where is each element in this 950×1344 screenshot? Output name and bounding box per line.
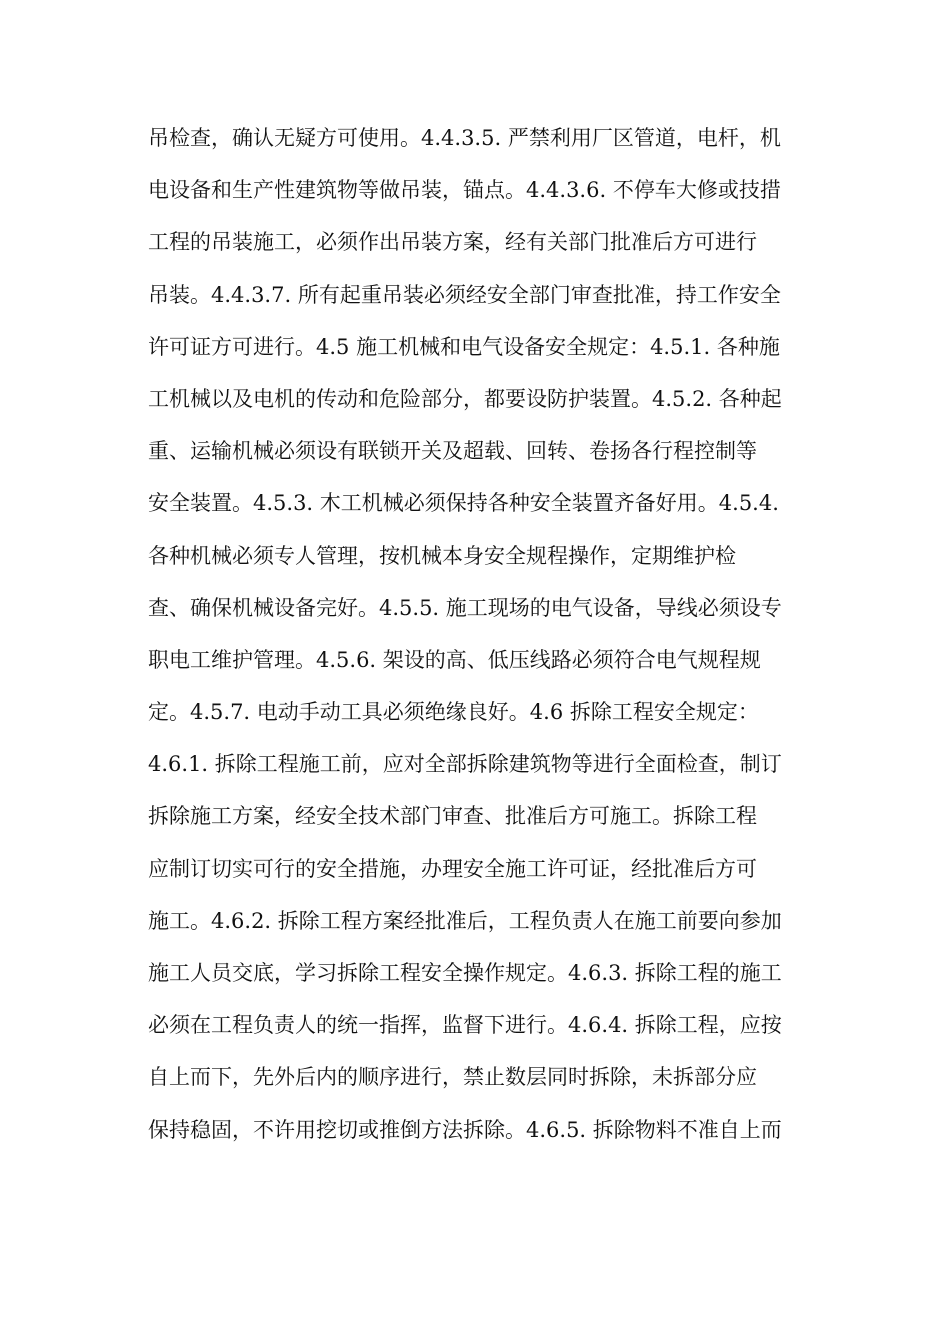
- body-text: [148, 116, 828, 1160]
- text-line: 施工人员交底，学习拆除工程安全操作规定。4.6.3. 拆除工程的施工: [148, 961, 782, 985]
- text-line: 安全装置。4.5.3. 木工机械必须保持各种安全装置齐备好用。4.5.4.: [148, 491, 779, 516]
- text-line: 4.6.1. 拆除工程施工前，应对全部拆除建筑物等进行全面检查，制订: [148, 752, 782, 777]
- text-line: 定。4.5.7. 电动手动工具必须绝缘良好。4.6 拆除工程安全规定：: [148, 700, 759, 725]
- text-line: 职电工维护管理。4.5.6. 架设的高、低压线路必须符合电气规程规: [148, 647, 761, 672]
- text-line: 吊装。4.4.3.7. 所有起重吊装必须经安全部门审查批准，持工作安全: [148, 282, 781, 307]
- text-line: 拆除施工方案，经安全技术部门审查、批准后方可施工。拆除工程: [148, 804, 757, 829]
- text-line: 工程的吊装施工，必须作出吊装方案，经有关部门批准后方可进行: [148, 230, 757, 255]
- text-line: 电设备和生产性建筑物等做吊装，锚点。4.4.3.6. 不停车大修或技措: [148, 178, 781, 203]
- text-line: 查、确保机械设备完好。4.5.5. 施工现场的电气设备，导线必须设专: [148, 595, 782, 620]
- text-line: 吊检查，确认无疑方可使用。4.4.3.5. 严禁利用厂区管道，电杆，机: [148, 126, 781, 150]
- text-line: 工机械以及电机的传动和危险部分，都要设防护装置。4.5.2. 各种起: [148, 386, 782, 411]
- text-line: 各种机械必须专人管理，按机械本身安全规程操作，定期维护检: [148, 543, 736, 568]
- text-line: 施工。4.6.2. 拆除工程方案经批准后，工程负责人在施工前要向参加: [148, 908, 782, 933]
- text-line: 重、运输机械必须设有联锁开关及超载、回转、卷扬各行程控制等: [148, 439, 757, 464]
- text-line: 许可证方可进行。4.5 施工机械和电气设备安全规定：4.5.1. 各种施: [148, 334, 780, 359]
- text-line: 自上而下，先外后内的顺序进行，禁止数层同时拆除，未拆部分应: [148, 1065, 757, 1090]
- text-line: 保持稳固，不许用挖切或推倒方法拆除。4.6.5. 拆除物料不准自上而: [148, 1117, 782, 1142]
- text-line: 应制订切实可行的安全措施，办理安全施工许可证，经批准后方可: [148, 856, 757, 881]
- text-line: 必须在工程负责人的统一指挥，监督下进行。4.6.4. 拆除工程，应按: [148, 1013, 782, 1038]
